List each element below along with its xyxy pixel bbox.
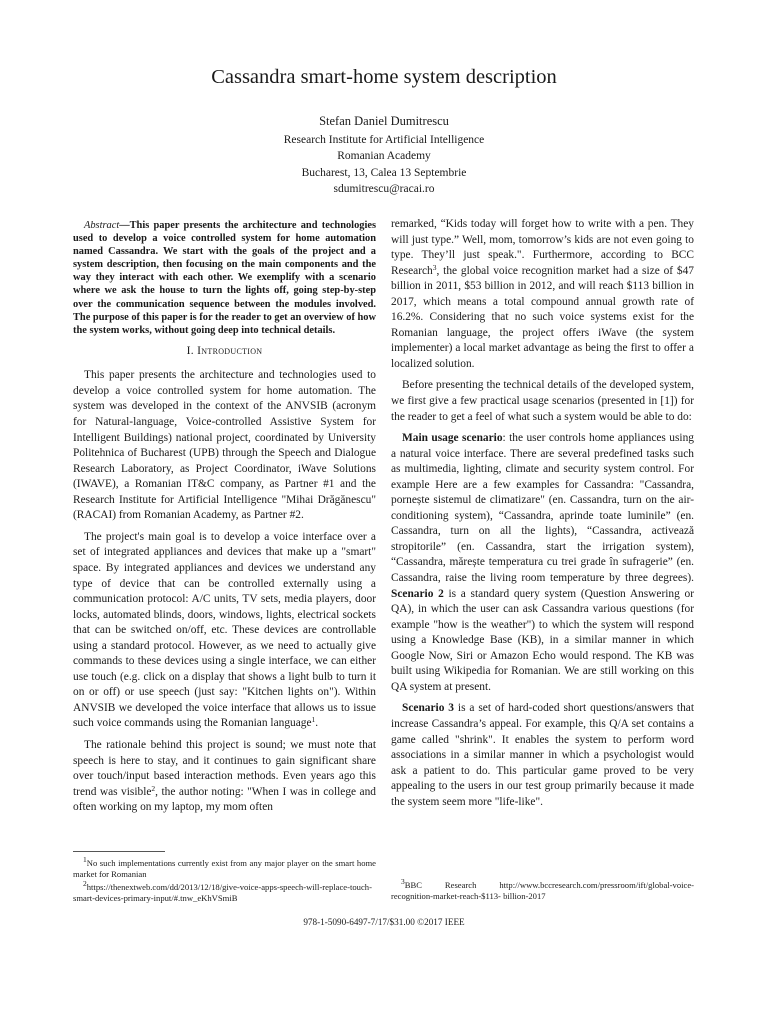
scenario-heading: Main usage scenario <box>402 432 503 445</box>
footnote-marker: 2 <box>83 879 87 888</box>
author-block <box>0 113 768 198</box>
paragraph-text: The project's main goal is to develop a voice interface over a set of integrated appliances and devices that make up a "smart" space. By integrated appliances and devices we understand any type of device that can be controlled externally using a communication protocol: A/C units, TV sets, media players, door locks, automated blinds, doors, windows, lights, electrical sockets that can be switched on/off, etc. These devices are controllable using a standard protocol. However, as we need to actually give commands to these devices using a single interface, we can either use touch (e.g. click on a display that shows a light bulb to turn it on or off) or use speech (just say: "Kitchen lights on"). Within ANVSIB we developed the voice interface that allows us to issue such voice commands using the Romanian language <box>73 530 376 730</box>
author-name: Stefan Daniel Dumitrescu <box>319 114 449 128</box>
abstract-text: —This paper presents the architecture and technologies used to develop a voice controlled system for home automation named Cassandra. We start with the goals of the project and a system description, then focusing on the main components and the way they interact with each other. We exemplify with a scenario where we ask the house to turn the lights off, going step-by-step over the communication sequence between the modules involved. The purpose of this paper is for the reader to get an overview of how the system works, without going deep into technical details. <box>73 220 376 336</box>
scenario-heading: Scenario 3 <box>402 702 454 715</box>
paragraph-text: . <box>315 717 319 730</box>
paragraph <box>391 217 694 372</box>
footnote-3 <box>391 877 694 902</box>
footnote-link[interactable]: BBC Research http://www.bccresearch.com/pressroom/ift/global-voice-recognition-market-reach-$113- billion-2017 <box>391 880 694 901</box>
paragraph <box>391 701 694 810</box>
paragraph-text: is a standard query system (Question Answering or QA), in which the user can ask Cassandra various questions (for example "how is the weather") to which the system will respond using a Knowledge Base (KB), in a similar manner in which Google Now, Siri or Amazon Echo would respond. The KB was built using Wikipedia for Romanian. We are still working on this QA system at present. <box>391 587 694 693</box>
paragraph <box>73 530 376 732</box>
paragraph <box>391 431 694 695</box>
author-affiliation: Research Institute for Artificial Intelligence <box>283 133 485 146</box>
footnote-link[interactable]: https://thenextweb.com/dd/2013/12/18/give-voice-apps-speech-will-replace-touch-smart-devices-primary-input/#.tnw_eKhVSmiB <box>73 882 372 903</box>
paper-title: Cassandra smart-home system description <box>211 66 557 88</box>
paragraph: Before presenting the technical details of the developed system, we first give a few practical usage scenarios (presented in [1]) for the reader to get a feel of what such a system would be able to do: <box>391 379 694 423</box>
footnote-1 <box>73 855 376 880</box>
left-column <box>73 219 376 822</box>
abstract <box>73 219 376 337</box>
paragraph-text: , the global voice recognition market had a size of $47 billion in 2011, $53 billion in 2012, and will reach $113 billion in 2017, which means a total compound annual growth rate of 16.2%. Considering that no such voice systems exist for the Romanian language, the project offers iWave (the system implementer) a local market advantage as being the first to offer a localized solution. <box>391 264 694 370</box>
paragraph-text: : the user controls home appliances using a natural voice interface. There are several predefined tasks such as multimedia, lighting, climate and security system control. For example Here are a few examples for Cassandra: "Cassandra, pornește sistemul de climatizare" (en. Cassandra, turn on the air-conditioning system), “Cassandra, aprinde toate luminile” (en. Cassandra, turn on all the lights), “Cassandra, activează stropitorile” (en. Cassandra, start the irrigation system), “Cassandra, mărește temperatura cu trei grade în sufragerie” (en. Cassandra, raise the living room temperature by three degrees). <box>391 432 694 585</box>
right-column <box>391 217 694 816</box>
footnotes-right <box>391 877 694 904</box>
paragraph-text: The rationale behind this project is sound; we must note that speech is here to stay, and it continues to gain significant share over touch/input based interaction methods. Even years ago this trend was visible <box>73 738 376 798</box>
footnote-marker: 2 <box>151 783 156 793</box>
footnote-text: No such implementations currently exist from any major player on the smart home market for Romanian <box>73 858 376 879</box>
footnote-marker: 1 <box>83 855 87 864</box>
copyright-line: 978-1-5090-6497-7/17/$31.00 ©2017 IEEE <box>303 917 465 927</box>
paragraph-text: remarked, “Kids today will forget how to write with a pen. They will just type.” Well, mom, tomorrow’s kids are not even going to type. They’ll just speak.". Furthermore, according to BCC Research <box>391 218 694 277</box>
paragraph-text: , the author noting: "When I was in college and often working on my laptop, my mom often <box>73 785 376 814</box>
author-email: sdumitrescu@racai.ro <box>333 183 435 195</box>
paragraph: This paper presents the architecture and technologies used to develop a voice controlled system for home automation. The system was developed in the context of the ANVSIB (acronym for Natural-language, Voice-controlled Assistive System for Intelligent Buildings) national project, coordinated by University Politehnica of Bucharest (UPB) through the Speech and Dialogue Research Laboratory, as Project Coordinator, iWave Solutions (IWAVE), a Romanian IT&C company, as Partner #1 and the Research Institute for Artificial Intelligence "Mihai Drăgănescu" (RACAI) from Romanian Academy, as Partner #2. <box>73 369 376 522</box>
footnote-2 <box>73 879 376 904</box>
scenario-heading: Scenario 2 <box>391 587 444 600</box>
footnote-divider <box>73 851 165 852</box>
author-address: Bucharest, 13, Calea 13 Septembrie <box>301 166 467 179</box>
author-affiliation-2: Romanian Academy <box>337 150 431 162</box>
footnote-marker: 3 <box>432 262 437 272</box>
footnote-marker: 3 <box>401 877 405 886</box>
footnotes-left <box>73 855 376 906</box>
abstract-label: Abstract <box>84 220 120 231</box>
paragraph <box>73 738 376 816</box>
section-heading-introduction: I. Introduction <box>186 343 263 357</box>
paragraph-text: is a set of hard-coded short questions/answers that increase Cassandra’s appeal. For example, this Q/A set contains a game called "shrink". It enables the system to perform word associations in a similar manner in which a psychologist would ask a patient to do. This particular game proved to be very appealing to the users in our test group primarily because it made the system seem more "life-like". <box>391 702 695 808</box>
footnote-marker: 1 <box>311 715 316 725</box>
